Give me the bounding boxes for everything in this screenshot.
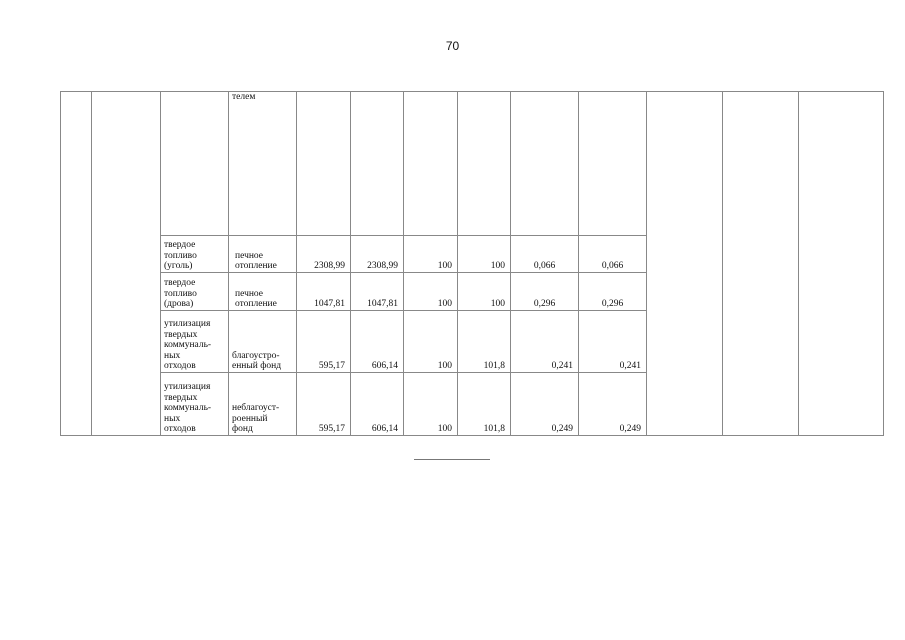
table-cell <box>723 273 799 311</box>
value-cell: 595,17 <box>297 311 351 373</box>
table-cell <box>511 92 579 236</box>
table-cell <box>723 373 799 436</box>
consumer-cell: печное отопление <box>229 236 297 273</box>
table-row <box>61 92 884 236</box>
tariff-table <box>60 91 884 436</box>
value-cell: 100 <box>404 236 458 273</box>
value-cell: 101,8 <box>458 373 511 436</box>
value-cell: 100 <box>404 373 458 436</box>
table-cell <box>351 92 404 236</box>
source-cell: твердое топливо (дрова) <box>161 273 229 311</box>
consumer-cell: благоустро- енный фонд <box>229 311 297 373</box>
table-cell <box>799 373 884 436</box>
table-row <box>61 273 884 311</box>
source-cell: утилизация твердых коммуналь- ных отходов <box>161 311 229 373</box>
table-cell <box>579 92 647 236</box>
table-cell <box>723 92 799 236</box>
value-cell: 0,241 <box>579 311 647 373</box>
value-cell: 100 <box>458 236 511 273</box>
table-cell <box>799 92 884 236</box>
table-cell <box>723 236 799 273</box>
table-cell <box>647 236 723 273</box>
table-cell <box>61 311 92 373</box>
value-cell: 0,249 <box>579 373 647 436</box>
table-cell <box>61 373 92 436</box>
value-cell: 100 <box>458 273 511 311</box>
table-cell <box>799 273 884 311</box>
value-cell: 0,296 <box>579 273 647 311</box>
table-cell <box>723 311 799 373</box>
page-number: 70 <box>445 39 460 53</box>
value-cell: 2308,99 <box>351 236 404 273</box>
source-cell: твердое топливо (уголь) <box>161 236 229 273</box>
table-cell <box>92 373 161 436</box>
table-cell <box>61 92 92 236</box>
table-cell <box>458 92 511 236</box>
table-cell <box>647 92 723 236</box>
table-cell <box>799 311 884 373</box>
value-cell: 1047,81 <box>351 273 404 311</box>
value-cell: 595,17 <box>297 373 351 436</box>
consumer-cell: телем <box>229 92 297 236</box>
table-cell <box>92 236 161 273</box>
value-cell: 0,249 <box>511 373 579 436</box>
value-cell: 0,066 <box>511 236 579 273</box>
source-cell: утилизация твердых коммуналь- ных отходов <box>161 373 229 436</box>
value-cell: 0,066 <box>579 236 647 273</box>
value-cell: 101,8 <box>458 311 511 373</box>
table-cell <box>647 373 723 436</box>
table-cell <box>297 92 351 236</box>
table-cell <box>799 236 884 273</box>
value-cell: 606,14 <box>351 311 404 373</box>
footnote-rule <box>414 459 490 460</box>
source-cell <box>161 92 229 236</box>
table-cell <box>92 92 161 236</box>
value-cell: 606,14 <box>351 373 404 436</box>
value-cell: 2308,99 <box>297 236 351 273</box>
value-cell: 100 <box>404 273 458 311</box>
table-cell <box>92 273 161 311</box>
table-cell <box>61 236 92 273</box>
table-cell <box>92 311 161 373</box>
table-row <box>61 373 884 436</box>
table-row <box>61 311 884 373</box>
table-cell <box>647 273 723 311</box>
table-row <box>61 236 884 273</box>
value-cell: 100 <box>404 311 458 373</box>
table-cell <box>647 311 723 373</box>
consumer-cell: неблагоуст- роенный фонд <box>229 373 297 436</box>
table-cell <box>61 273 92 311</box>
table-cell <box>404 92 458 236</box>
value-cell: 1047,81 <box>297 273 351 311</box>
consumer-cell: печное отопление <box>229 273 297 311</box>
value-cell: 0,296 <box>511 273 579 311</box>
value-cell: 0,241 <box>511 311 579 373</box>
